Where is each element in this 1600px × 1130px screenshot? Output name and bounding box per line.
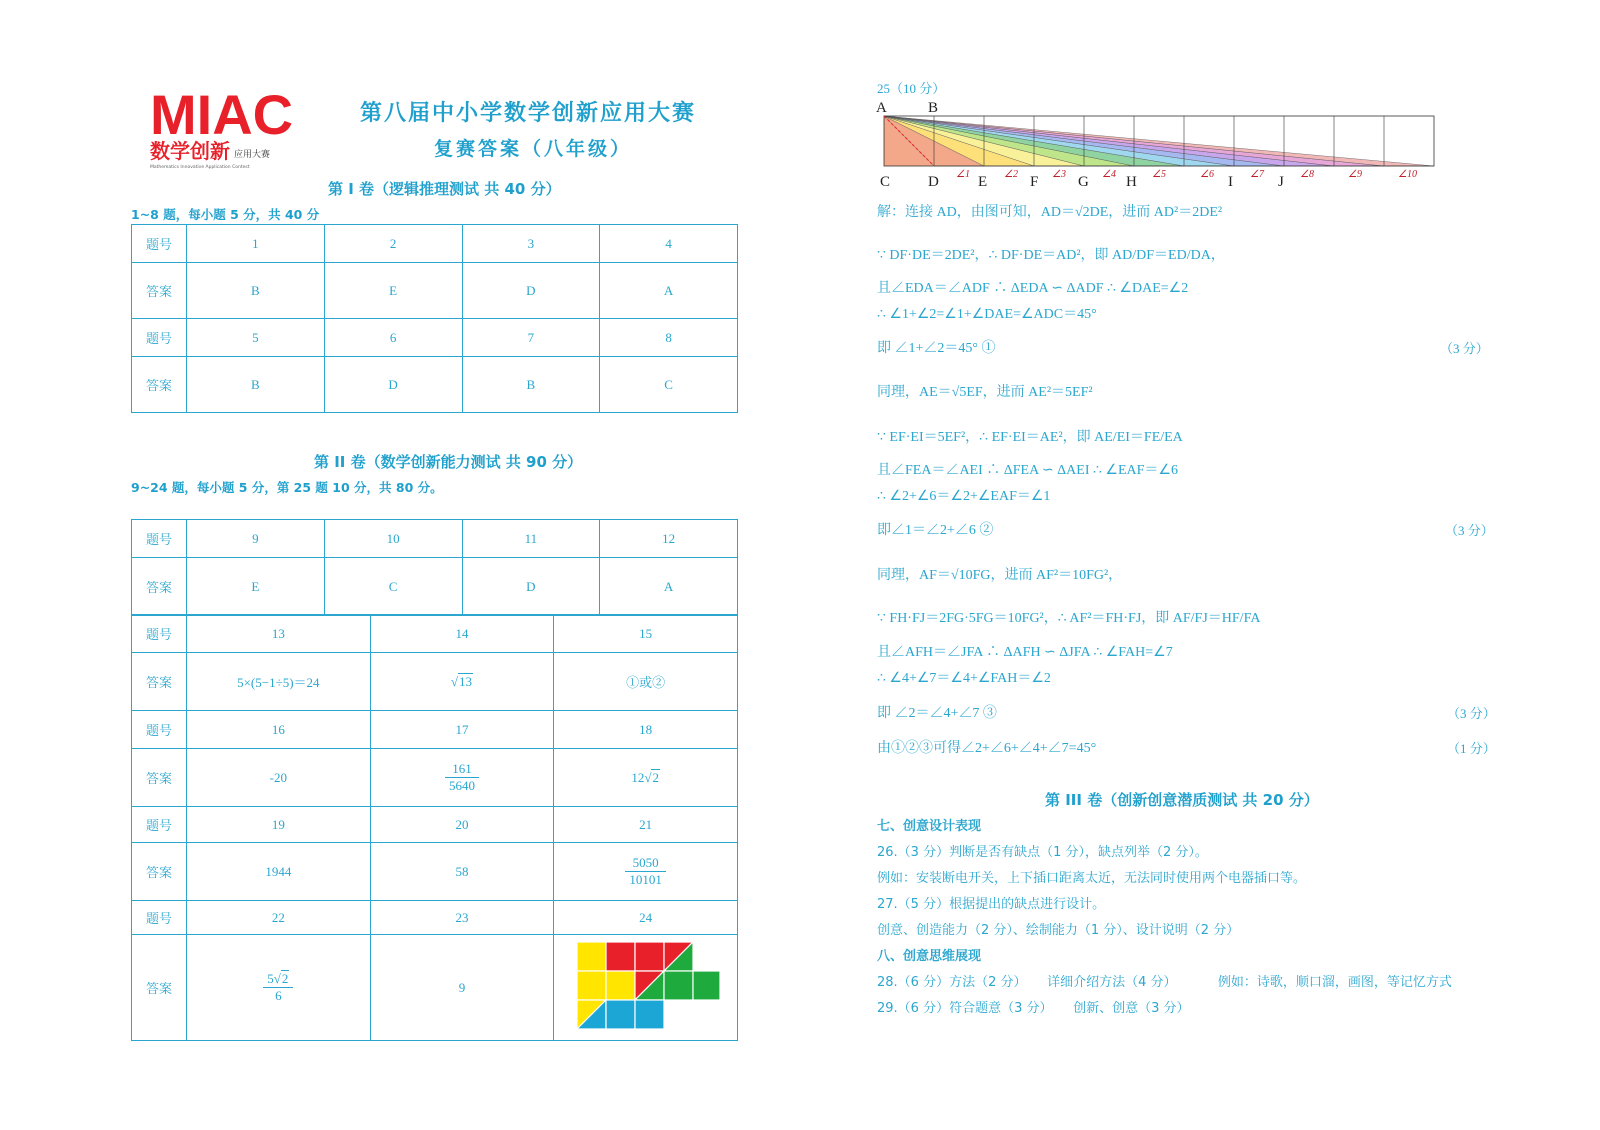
table-row xyxy=(132,520,738,558)
numerator: 5050 xyxy=(625,855,666,872)
solution-line: ∵ EF·EI＝5EF²，∴ EF·EI＝AE²，即 AE/EI＝FE/EA xyxy=(877,430,1183,445)
q-num: 1 xyxy=(187,225,325,263)
score-label: （3 分） xyxy=(1445,523,1494,538)
q-num: 13 xyxy=(187,615,371,653)
denominator: 10101 xyxy=(629,872,662,887)
point-label: A xyxy=(876,100,887,116)
solution-line: 同理，AE＝√5EF，进而 AE²＝5EF² xyxy=(877,385,1093,400)
q-num: 4 xyxy=(600,225,738,263)
coefficient: 12 xyxy=(631,769,645,785)
label-a: 答案 xyxy=(132,843,187,901)
label-a: 答案 xyxy=(132,357,187,413)
label-a: 答案 xyxy=(132,749,187,807)
radicand: 2 xyxy=(652,769,659,785)
denominator: 6 xyxy=(275,988,282,1003)
answer-18 xyxy=(554,749,738,807)
part2-table-b xyxy=(131,614,738,1041)
rubric-line: 28.（6 分）方法（2 分） 详细介绍方法（4 分） 例如：诗歌，顺口溜，画图，等记忆方式 xyxy=(877,975,1452,990)
answer-19: 1944 xyxy=(187,843,371,901)
q-num: 6 xyxy=(324,319,462,357)
rubric-line: 26.（3 分）判断是否有缺点（1 分），缺点列举（2 分）。 xyxy=(877,845,1208,860)
table-row xyxy=(132,843,738,901)
denominator: 5640 xyxy=(448,778,475,793)
answer: C xyxy=(324,558,462,616)
numerator: 161 xyxy=(445,761,479,778)
rubric-line: 27.（5 分）根据提出的缺点进行设计。 xyxy=(877,897,1106,912)
score-label: （3 分） xyxy=(1440,341,1489,356)
part1-note: 1~8 题，每小题 5 分，共 40 分 xyxy=(131,207,320,222)
q-num: 18 xyxy=(554,711,738,749)
fraction xyxy=(445,761,479,793)
solution-line: 即∠1＝∠2+∠6 ② xyxy=(877,523,994,538)
q-num: 16 xyxy=(187,711,371,749)
solution-line: ∴ ∠1+∠2=∠1+∠DAE=∠ADC＝45° xyxy=(877,307,1097,322)
point-label: E xyxy=(978,174,988,190)
table-row xyxy=(132,901,738,935)
answer-24 xyxy=(554,935,738,1041)
table-row xyxy=(132,615,738,653)
part1-title: 第 I 卷（逻辑推理测试 共 40 分） xyxy=(328,180,561,198)
q25-figure xyxy=(870,96,1442,192)
sqrt-symbol: √2 xyxy=(273,971,289,987)
logo-letters: MIAC xyxy=(150,83,294,146)
rubric-line: 29.（6 分）符合题意（3 分） 创新、创意（3 分） xyxy=(877,1001,1190,1016)
solution-line: ∵ FH·FJ＝2FG·5FG＝10FG²，∴ AF²＝FH·FJ，即 AF/FJ＝HF/FA xyxy=(877,611,1261,626)
q-num: 24 xyxy=(554,901,738,935)
table-row xyxy=(132,935,738,1041)
angle-label: ∠1 xyxy=(956,169,970,180)
answer-22 xyxy=(187,935,371,1041)
solution-line: 且∠AFH＝∠JFA ∴ ΔAFH ∽ ΔJFA ∴ ∠FAH=∠7 xyxy=(877,645,1173,660)
part1-table xyxy=(131,224,738,413)
q-num: 23 xyxy=(370,901,554,935)
q-num: 11 xyxy=(462,520,600,558)
angle-label: ∠10 xyxy=(1398,169,1417,180)
fraction xyxy=(263,971,293,1003)
label-q: 题号 xyxy=(132,520,187,558)
label-a: 答案 xyxy=(132,263,187,319)
answer-13: 5×(5−1÷5)＝24 xyxy=(187,653,371,711)
answer: D xyxy=(462,263,600,319)
point-label: G xyxy=(1078,174,1089,190)
point-label: I xyxy=(1228,174,1233,190)
solution-line: 且∠FEA＝∠AEI ∴ ΔFEA ∽ ΔAEI ∴ ∠EAF＝∠6 xyxy=(877,463,1178,478)
point-label: D xyxy=(928,174,939,190)
label-q: 题号 xyxy=(132,319,187,357)
point-label: H xyxy=(1126,174,1137,190)
answer: E xyxy=(187,558,325,616)
label-a: 答案 xyxy=(132,558,187,616)
table-row xyxy=(132,749,738,807)
answer: B xyxy=(187,357,325,413)
rubric-line: 创意、创造能力（2 分）、绘制能力（1 分）、设计说明（2 分） xyxy=(877,923,1240,938)
label-q: 题号 xyxy=(132,225,187,263)
fraction xyxy=(625,855,666,887)
answer: D xyxy=(324,357,462,413)
label-a: 答案 xyxy=(132,653,187,711)
angle-label: ∠4 xyxy=(1102,169,1116,180)
label-q: 题号 xyxy=(132,615,187,653)
answer: C xyxy=(600,357,738,413)
label-a: 答案 xyxy=(132,935,187,1041)
radicand: 2 xyxy=(281,971,289,987)
logo-tag: 应用大赛 xyxy=(234,150,271,160)
angle-label: ∠8 xyxy=(1300,169,1314,180)
part3-title: 第 III 卷（创新创意潜质测试 共 20 分） xyxy=(1045,791,1319,809)
q-num: 22 xyxy=(187,901,371,935)
numerator xyxy=(263,971,293,988)
solution-line: 且∠EDA＝∠ADF ∴ ΔEDA ∽ ΔADF ∴ ∠DAE=∠2 xyxy=(877,281,1189,296)
answer-17 xyxy=(370,749,554,807)
solution-line: 同理，AF＝√10FG，进而 AF²＝10FG²， xyxy=(877,568,1123,583)
answer: B xyxy=(462,357,600,413)
solution-line: 即 ∠2＝∠4+∠7 ③ xyxy=(877,706,997,721)
point-label: F xyxy=(1030,174,1039,190)
table-row xyxy=(132,807,738,843)
answer-20: 58 xyxy=(370,843,554,901)
answer: A xyxy=(600,558,738,616)
solution-line: 即 ∠1+∠2＝45° ① xyxy=(877,341,996,356)
q-num: 9 xyxy=(187,520,325,558)
q-num: 10 xyxy=(324,520,462,558)
q-num: 7 xyxy=(462,319,600,357)
tiling-figure xyxy=(571,940,721,1032)
q-num: 8 xyxy=(600,319,738,357)
sqrt-symbol: √2 xyxy=(644,769,659,785)
solution-line: ∵ DF·DE＝2DE²，∴ DF·DE＝AD²，即 AD/DF＝ED/DA， xyxy=(877,248,1225,263)
table-row xyxy=(132,711,738,749)
radicand: 13 xyxy=(459,673,473,689)
point-label: C xyxy=(880,174,891,190)
label-q: 题号 xyxy=(132,901,187,935)
sqrt-symbol: √13 xyxy=(450,673,473,689)
page-subtitle: 复赛答案（八年级） xyxy=(434,138,633,160)
q-num: 5 xyxy=(187,319,325,357)
angle-label: ∠2 xyxy=(1004,169,1018,180)
page-title: 第八届中小学数学创新应用大赛 xyxy=(360,100,697,126)
logo-cn: 数学创新 xyxy=(150,139,230,163)
q-num: 15 xyxy=(554,615,738,653)
q-num: 3 xyxy=(462,225,600,263)
angle-label: ∠6 xyxy=(1200,169,1214,180)
q-num: 17 xyxy=(370,711,554,749)
q-num: 20 xyxy=(370,807,554,843)
angle-label: ∠9 xyxy=(1348,169,1362,180)
answer: D xyxy=(462,558,600,616)
q25-title: 25（10 分） xyxy=(877,81,946,96)
answer-15: ①或② xyxy=(554,653,738,711)
part2-title: 第 II 卷（数学创新能力测试 共 90 分） xyxy=(314,453,583,471)
point-label: B xyxy=(928,100,939,116)
answer: E xyxy=(324,263,462,319)
coefficient: 5 xyxy=(267,971,274,987)
q-num: 21 xyxy=(554,807,738,843)
table-row xyxy=(132,558,738,616)
section-heading: 七、创意设计表现 xyxy=(877,819,982,834)
q-num: 12 xyxy=(600,520,738,558)
part2-table-a xyxy=(131,519,738,616)
solution-line: 由①②③可得∠2+∠6+∠4+∠7=45° xyxy=(877,741,1097,756)
table-row xyxy=(132,263,738,319)
solution-line: 解：连接 AD，由图可知，AD＝√2DE，进而 AD²＝2DE² xyxy=(877,205,1223,220)
answer-16: -20 xyxy=(187,749,371,807)
table-row xyxy=(132,357,738,413)
point-label: J xyxy=(1278,174,1284,190)
table-row xyxy=(132,653,738,711)
angle-label: ∠3 xyxy=(1052,169,1066,180)
angle-label: ∠5 xyxy=(1152,169,1166,180)
part2-note: 9~24 题，每小题 5 分，第 25 题 10 分，共 80 分。 xyxy=(131,480,443,495)
section-heading: 八、创意思维展现 xyxy=(877,949,982,964)
miac-logo xyxy=(150,82,294,172)
answer: B xyxy=(187,263,325,319)
solution-line: ∴ ∠2+∠6＝∠2+∠EAF＝∠1 xyxy=(877,489,1051,504)
answer: A xyxy=(600,263,738,319)
table-row xyxy=(132,225,738,263)
answer-14 xyxy=(370,653,554,711)
rubric-line: 例如：安装断电开关，上下插口距离太近，无法同时使用两个电器插口等。 xyxy=(877,871,1307,886)
angle-label: ∠7 xyxy=(1250,169,1264,180)
logo-subline: Mathematics Innovative Application Contest xyxy=(150,165,250,170)
score-label: （1 分） xyxy=(1447,741,1496,756)
answer-23: 9 xyxy=(370,935,554,1041)
table-row xyxy=(132,319,738,357)
label-q: 题号 xyxy=(132,807,187,843)
label-q: 题号 xyxy=(132,711,187,749)
score-label: （3 分） xyxy=(1447,706,1496,721)
answer-21 xyxy=(554,843,738,901)
q-num: 2 xyxy=(324,225,462,263)
q-num: 14 xyxy=(370,615,554,653)
solution-line: ∴ ∠4+∠7＝∠4+∠FAH＝∠2 xyxy=(877,671,1051,686)
q-num: 19 xyxy=(187,807,371,843)
